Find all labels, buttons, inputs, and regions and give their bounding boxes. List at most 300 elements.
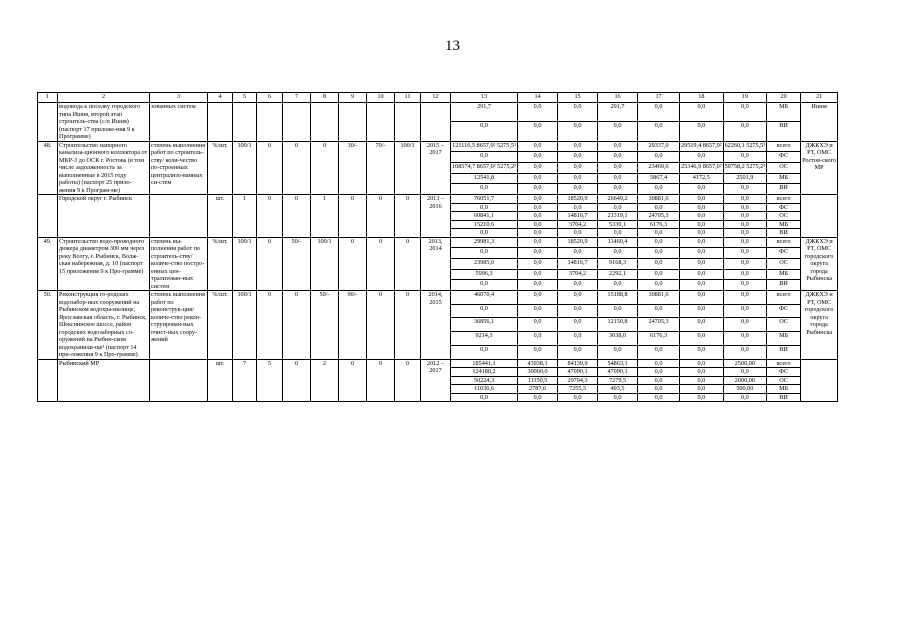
amount-cell: 124180,2 <box>451 368 518 377</box>
amount-cell: 0,0 <box>638 368 680 377</box>
indicator-value: 0 <box>257 141 283 195</box>
indicator-value: 1 <box>233 195 257 238</box>
amount-cell: 0,0 <box>723 212 767 221</box>
executor <box>801 195 838 238</box>
indicator-value: 0 <box>395 359 421 402</box>
amount-cell: 0,0 <box>451 122 518 141</box>
amount-cell: 0,0 <box>558 141 598 152</box>
amount-cell: 0,0 <box>451 184 518 195</box>
amount-cell: 15210,6 <box>451 220 518 229</box>
amount-cell: 0,0 <box>680 318 724 332</box>
amount-cell: 0,0 <box>598 229 638 238</box>
amount-cell: 50224,3 <box>451 376 518 385</box>
amount-cell: 0,0 <box>518 212 558 221</box>
item-number: 49. <box>38 237 58 291</box>
amount-cell: 0,0 <box>680 376 724 385</box>
amount-cell: 25346,9 8657,0² <box>680 162 724 173</box>
amount-cell: 0,0 <box>638 393 680 402</box>
amount-cell: 0,0 <box>451 345 518 359</box>
amount-cell: 0,0 <box>723 229 767 238</box>
column-number: 7 <box>283 93 311 103</box>
amount-cell: 59758,2 5275,2³ <box>723 162 767 173</box>
amount-cell: 2787,6 <box>518 385 558 394</box>
amount-cell: 30000,0 <box>518 368 558 377</box>
amount-cell: 0,0 <box>723 152 767 163</box>
amount-cell: 0,0 <box>518 280 558 291</box>
amount-cell: 0,0 <box>518 269 558 280</box>
indicator-value: 0 <box>367 291 395 360</box>
amount-cell: 0,0 <box>518 291 558 305</box>
item-number <box>38 195 58 238</box>
indicator-value: шт. <box>208 359 233 402</box>
amount-cell: 0,0 <box>518 258 558 269</box>
indicator-value: 5 <box>257 359 283 402</box>
funding-source: ВИ <box>767 229 801 238</box>
header-row <box>38 93 838 103</box>
indicator-value: 7 <box>233 359 257 402</box>
amount-cell: 0,0 <box>598 173 638 184</box>
amount-cell: 108574,7 8657,0² 5275,2³ <box>451 162 518 173</box>
amount-cell: 18520,9 <box>558 237 598 248</box>
amount-cell: 29981,3 <box>451 237 518 248</box>
amount-cell: 0,0 <box>723 258 767 269</box>
amount-cell: 0,0 <box>451 203 518 212</box>
executor: Ишня <box>801 103 838 142</box>
column-number: 13 <box>451 93 518 103</box>
amount-cell: 5330,1 <box>598 220 638 229</box>
amount-cell: 0,0 <box>723 184 767 195</box>
amount-cell: 0,0 <box>680 122 724 141</box>
item-name: Городской округ г. Рыбинск <box>58 195 150 238</box>
amount-cell: 0,0 <box>723 280 767 291</box>
funding-source: ОС <box>767 376 801 385</box>
amount-cell: 0,0 <box>723 304 767 318</box>
amount-cell: 24705,3 <box>638 318 680 332</box>
amount-cell: 4172,5 <box>680 173 724 184</box>
amount-cell: 0,0 <box>598 280 638 291</box>
amount-cell: 46070,4 <box>451 291 518 305</box>
amount-cell: 0,0 <box>518 229 558 238</box>
amount-cell: 0,0 <box>598 122 638 141</box>
indicator-value: 100/1 <box>311 237 339 291</box>
amount-cell: 493,5 <box>598 385 638 394</box>
amount-cell: 2292,1 <box>598 269 638 280</box>
amount-cell: 30881,6 <box>638 291 680 305</box>
indicator-value: 0 <box>257 291 283 360</box>
amount-cell: 0,0 <box>723 237 767 248</box>
indicator-value <box>339 103 367 142</box>
column-number: 1 <box>38 93 58 103</box>
amount-cell: 0,0 <box>558 318 598 332</box>
amount-cell: 0,0 <box>723 103 767 122</box>
amount-cell: 0,0 <box>558 203 598 212</box>
amount-cell: 0,0 <box>680 393 724 402</box>
item-name: Строительство водо-проводного дюкера диаметром 300 мм через реку Волгу, г. Рыбинск, Волж-ская набережная, д. 10 (паспорт 15 приложения 9 к Про-грамме) <box>58 237 150 291</box>
funding-source: всего <box>767 141 801 152</box>
amount-cell: 0,0 <box>680 184 724 195</box>
amount-cell: 14816,7 <box>558 212 598 221</box>
amount-cell: 12541,8 <box>451 173 518 184</box>
amount-cell: 0,0 <box>723 269 767 280</box>
amount-cell: 0,0 <box>558 393 598 402</box>
amount-cell: 0,0 <box>638 304 680 318</box>
amount-cell: 6176,3 <box>638 220 680 229</box>
funding-source: МБ <box>767 332 801 346</box>
indicator-value: 100/1 <box>233 291 257 360</box>
funding-source: ВИ <box>767 345 801 359</box>
amount-cell: 0,0 <box>558 280 598 291</box>
amount-cell: 0,0 <box>558 304 598 318</box>
column-number: 14 <box>518 93 558 103</box>
indicator-value <box>208 103 233 142</box>
amount-cell: 0,0 <box>451 393 518 402</box>
amount-cell: 29794,3 <box>558 376 598 385</box>
item-name: Рыбинский МР <box>58 359 150 402</box>
column-number: 11 <box>395 93 421 103</box>
amount-cell: 0,0 <box>558 122 598 141</box>
amount-cell: 0,0 <box>558 184 598 195</box>
amount-cell: 0,0 <box>680 195 724 204</box>
indicator-value: %/шт. <box>208 141 233 195</box>
amount-cell: 185441,1 <box>451 359 518 368</box>
indicator-value: 2013 – 2016 <box>421 195 451 238</box>
indicator-value: 0 <box>367 195 395 238</box>
amount-cell: 0,0 <box>518 173 558 184</box>
amount-cell: 0,0 <box>680 212 724 221</box>
indicator-name: степень выполнения работ по строитель-ству/ коли-чество по-строенных централизо-ванных си-стем <box>150 141 208 195</box>
amount-cell: 23985,0 <box>451 258 518 269</box>
amount-cell: 0,0 <box>638 103 680 122</box>
indicator-value <box>421 103 451 142</box>
column-number: 17 <box>638 93 680 103</box>
funding-source: ФС <box>767 203 801 212</box>
amount-cell: 0,0 <box>598 141 638 152</box>
amount-cell: 0,0 <box>723 318 767 332</box>
amount-cell: 0,0 <box>518 318 558 332</box>
indicator-value: 100/1 <box>233 141 257 195</box>
amount-cell: 0,0 <box>518 345 558 359</box>
amount-cell: 0,0 <box>723 203 767 212</box>
column-number: 15 <box>558 93 598 103</box>
indicator-value: 90/- <box>339 291 367 360</box>
table-row <box>38 103 838 122</box>
column-number: 12 <box>421 93 451 103</box>
funding-source: всего <box>767 237 801 248</box>
indicator-value <box>233 103 257 142</box>
amount-cell: 0,0 <box>680 229 724 238</box>
amount-cell: 0,0 <box>638 229 680 238</box>
executor <box>801 359 838 402</box>
column-number: 21 <box>801 93 838 103</box>
indicator-value: 2014, 2015 <box>421 291 451 360</box>
amount-cell: 3038,0 <box>598 332 638 346</box>
amount-cell: 0,0 <box>598 184 638 195</box>
column-number: 2 <box>58 93 150 103</box>
amount-cell: 14816,7 <box>558 258 598 269</box>
indicator-value: 0 <box>395 291 421 360</box>
amount-cell: 291,7 <box>451 103 518 122</box>
amount-cell: 29519,4 8657,0² <box>680 141 724 152</box>
indicator-value: 0 <box>367 237 395 291</box>
indicator-value: 0 <box>339 359 367 402</box>
page-number: 13 <box>445 38 460 54</box>
column-number: 20 <box>767 93 801 103</box>
amount-cell: 0,0 <box>518 103 558 122</box>
amount-cell: 0,0 <box>723 220 767 229</box>
column-number: 18 <box>680 93 724 103</box>
column-number: 3 <box>150 93 208 103</box>
funding-source: ВИ <box>767 122 801 141</box>
indicator-value: 0 <box>283 359 311 402</box>
column-number: 6 <box>257 93 283 103</box>
amount-cell: 0,0 <box>451 304 518 318</box>
funding-source: ФС <box>767 248 801 259</box>
item-number <box>38 103 58 142</box>
amount-cell: 0,0 <box>723 368 767 377</box>
indicator-name: степень выполнения работ по реконструк-ции/ количе-ство рекон-струирован-ных очист-ных соору-жений <box>150 291 208 360</box>
funding-source: ФС <box>767 368 801 377</box>
amount-cell: 0,0 <box>638 376 680 385</box>
amount-cell: 11150,5 <box>518 376 558 385</box>
item-name: водовода к поселку городского типа Ишня, второй этап строитель-ства (с/п Ишня) (паспорт 17 приложе-ния 9 к Программе) <box>58 103 150 142</box>
amount-cell: 0,0 <box>558 229 598 238</box>
indicator-value <box>283 103 311 142</box>
amount-cell: 0,0 <box>518 220 558 229</box>
column-number: 19 <box>723 93 767 103</box>
indicator-value: 0 <box>283 195 311 238</box>
amount-cell: 0,0 <box>638 258 680 269</box>
amount-cell: 5996,3 <box>451 269 518 280</box>
amount-cell: 0,0 <box>638 152 680 163</box>
funding-source: ОС <box>767 258 801 269</box>
funding-source: ОС <box>767 318 801 332</box>
funding-source: МБ <box>767 220 801 229</box>
amount-cell: 0,0 <box>638 122 680 141</box>
indicator-name <box>150 195 208 238</box>
indicator-value: 0 <box>283 141 311 195</box>
amount-cell: 0,0 <box>680 359 724 368</box>
amount-cell: 0,0 <box>723 195 767 204</box>
amount-cell: 0,0 <box>680 291 724 305</box>
amount-cell: 9168,3 <box>598 258 638 269</box>
amount-cell: 47090,1 <box>598 368 638 377</box>
table-row <box>38 359 838 368</box>
amount-cell: 0,0 <box>518 162 558 173</box>
amount-cell: 0,0 <box>638 203 680 212</box>
amount-cell: 0,0 <box>680 248 724 259</box>
indicator-value: 50/- <box>311 291 339 360</box>
amount-cell: 0,0 <box>638 280 680 291</box>
indicator-value: %/шт. <box>208 237 233 291</box>
amount-cell: 0,0 <box>680 385 724 394</box>
indicator-value: шт. <box>208 195 233 238</box>
amount-cell: 0,0 <box>558 162 598 173</box>
item-name: Реконструкция го-родских водозабор-ных сооружений на Рыбинском водохра-нилище, Ярославская область, г. Рыбинск, Шекснинское шоссе, район городских водозаборных со-оружений на Рыбин-ском водохранили-ще¹ (паспорт 14 при-ложения 9 к Про-грамме) <box>58 291 150 360</box>
item-number: 48. <box>38 141 58 195</box>
funding-source: всего <box>767 291 801 305</box>
indicator-value: 2 <box>311 359 339 402</box>
amount-cell: 3704,2 <box>558 269 598 280</box>
amount-cell: 0,0 <box>680 269 724 280</box>
amount-cell: 0,0 <box>451 152 518 163</box>
amount-cell: 0,0 <box>518 393 558 402</box>
amount-cell: 0,0 <box>518 122 558 141</box>
executor: ДЖКХЭ и РТ, ОМС городского округа города Рыбинска <box>801 237 838 291</box>
amount-cell: 9214,3 <box>451 332 518 346</box>
amount-cell: 0,0 <box>680 103 724 122</box>
amount-cell: 0,0 <box>723 345 767 359</box>
amount-cell: 60841,1 <box>451 212 518 221</box>
amount-cell: 76051,7 <box>451 195 518 204</box>
column-number: 4 <box>208 93 233 103</box>
indicator-value: 1 <box>311 195 339 238</box>
amount-cell: 3704,2 <box>558 220 598 229</box>
program-table <box>37 92 838 402</box>
indicator-name: зованных систем <box>150 103 208 142</box>
column-number: 9 <box>339 93 367 103</box>
amount-cell: 0,0 <box>558 103 598 122</box>
column-number: 5 <box>233 93 257 103</box>
indicator-value: 0 <box>339 237 367 291</box>
amount-cell: 0,0 <box>518 141 558 152</box>
amount-cell: 0,0 <box>451 280 518 291</box>
amount-cell: 0,0 <box>638 184 680 195</box>
indicator-value: 0 <box>367 359 395 402</box>
amount-cell: 62260,1 5275,5³ <box>723 141 767 152</box>
amount-cell: 0,0 <box>638 269 680 280</box>
amount-cell: 0,0 <box>680 280 724 291</box>
executor: ДЖКХЭ и РТ, ОМС городского округа города Рыбинска <box>801 291 838 360</box>
amount-cell: 11036,6 <box>451 385 518 394</box>
table-row <box>38 291 838 305</box>
column-number: 10 <box>367 93 395 103</box>
amount-cell: 0,0 <box>680 304 724 318</box>
amount-cell: 0,0 <box>680 258 724 269</box>
amount-cell: 29337,0 <box>638 141 680 152</box>
item-name: Строительство напорного канализа-ционного коллектора от МКР-3 до ОСК г. Ростова (в том числе задолженность за выполненные в 2015 году работы) (паспорт 25 прило-жения 9 к Програм-ме) <box>58 141 150 195</box>
amount-cell: 15188,8 <box>598 291 638 305</box>
amount-cell: 0,0 <box>598 393 638 402</box>
indicator-value <box>311 103 339 142</box>
amount-cell: 0,0 <box>451 229 518 238</box>
amount-cell: 0,0 <box>723 393 767 402</box>
amount-cell: 11460,4 <box>598 237 638 248</box>
funding-source: всего <box>767 195 801 204</box>
funding-source: МБ <box>767 173 801 184</box>
amount-cell: 18520,9 <box>558 195 598 204</box>
funding-source: ВИ <box>767 393 801 402</box>
amount-cell: 0,0 <box>680 368 724 377</box>
amount-cell: 0,0 <box>598 162 638 173</box>
indicator-value: 0 <box>395 195 421 238</box>
indicator-value: 50/- <box>283 237 311 291</box>
table-row <box>38 237 838 248</box>
executor: ДЖКХЭ и РТ, ОМС Ростов-ского МР <box>801 141 838 195</box>
indicator-value: 30/- <box>339 141 367 195</box>
indicator-value: 2012 – 2017 <box>421 359 451 402</box>
amount-cell: 0,0 <box>680 203 724 212</box>
amount-cell: 121116,5 8657,0² 5275,5³ <box>451 141 518 152</box>
amount-cell: 23469,6 <box>638 162 680 173</box>
indicator-value: 0 <box>339 195 367 238</box>
amount-cell: 36856,1 <box>451 318 518 332</box>
amount-cell: 43938,1 <box>518 359 558 368</box>
amount-cell: 0,0 <box>558 152 598 163</box>
indicator-value: %/шт. <box>208 291 233 360</box>
indicator-value: 0 <box>257 195 283 238</box>
amount-cell: 0,0 <box>518 248 558 259</box>
amount-cell: 24705,3 <box>638 212 680 221</box>
table-row <box>38 141 838 152</box>
amount-cell: 0,0 <box>723 248 767 259</box>
indicator-value: 2013, 2014 <box>421 237 451 291</box>
indicator-value: 2015 – 2017 <box>421 141 451 195</box>
amount-cell: 0,0 <box>558 291 598 305</box>
indicator-value: 0 <box>311 141 339 195</box>
funding-source: всего <box>767 359 801 368</box>
amount-cell: 0,0 <box>680 345 724 359</box>
indicator-value: 70/- <box>367 141 395 195</box>
amount-cell: 12150,8 <box>598 318 638 332</box>
amount-cell: 7255,5 <box>558 385 598 394</box>
funding-source: ВИ <box>767 184 801 195</box>
amount-cell: 0,0 <box>518 195 558 204</box>
amount-cell: 0,0 <box>518 332 558 346</box>
amount-cell: 0,0 <box>638 248 680 259</box>
column-number: 16 <box>598 93 638 103</box>
column-number: 8 <box>311 93 339 103</box>
amount-cell: 5867,4 <box>638 173 680 184</box>
funding-source: МБ <box>767 385 801 394</box>
amount-cell: 6176,3 <box>638 332 680 346</box>
amount-cell: 0,0 <box>598 203 638 212</box>
amount-cell: 500,00 <box>723 385 767 394</box>
amount-cell: 2500,00 <box>723 359 767 368</box>
amount-cell: 0,0 <box>680 152 724 163</box>
amount-cell: 30881,6 <box>638 195 680 204</box>
indicator-value: 100/1 <box>395 141 421 195</box>
item-number: 50. <box>38 291 58 360</box>
table-row <box>38 195 838 204</box>
funding-source: ФС <box>767 152 801 163</box>
indicator-value: 100/1 <box>233 237 257 291</box>
amount-cell: 0,0 <box>598 345 638 359</box>
indicator-name <box>150 359 208 402</box>
amount-cell: 0,0 <box>451 248 518 259</box>
amount-cell: 2501,9 <box>723 173 767 184</box>
amount-cell: 0,0 <box>518 203 558 212</box>
amount-cell: 0,0 <box>598 304 638 318</box>
amount-cell: 84139,9 <box>558 359 598 368</box>
amount-cell: 0,0 <box>723 291 767 305</box>
amount-cell: 26649,2 <box>598 195 638 204</box>
amount-cell: 54863,1 <box>598 359 638 368</box>
amount-cell: 0,0 <box>638 385 680 394</box>
funding-source: ОС <box>767 212 801 221</box>
amount-cell: 0,0 <box>680 237 724 248</box>
amount-cell: 0,0 <box>638 359 680 368</box>
indicator-value <box>367 103 395 142</box>
amount-cell: 0,0 <box>558 332 598 346</box>
item-number <box>38 359 58 402</box>
amount-cell: 291,7 <box>598 103 638 122</box>
indicator-name: степень вы-полнения работ по строитель-ству/ количе-ство постро-енных цен-трализован-ных систем <box>150 237 208 291</box>
funding-source: ФС <box>767 304 801 318</box>
indicator-value <box>257 103 283 142</box>
amount-cell: 0,0 <box>518 152 558 163</box>
amount-cell: 0,0 <box>558 173 598 184</box>
amount-cell: 0,0 <box>518 184 558 195</box>
